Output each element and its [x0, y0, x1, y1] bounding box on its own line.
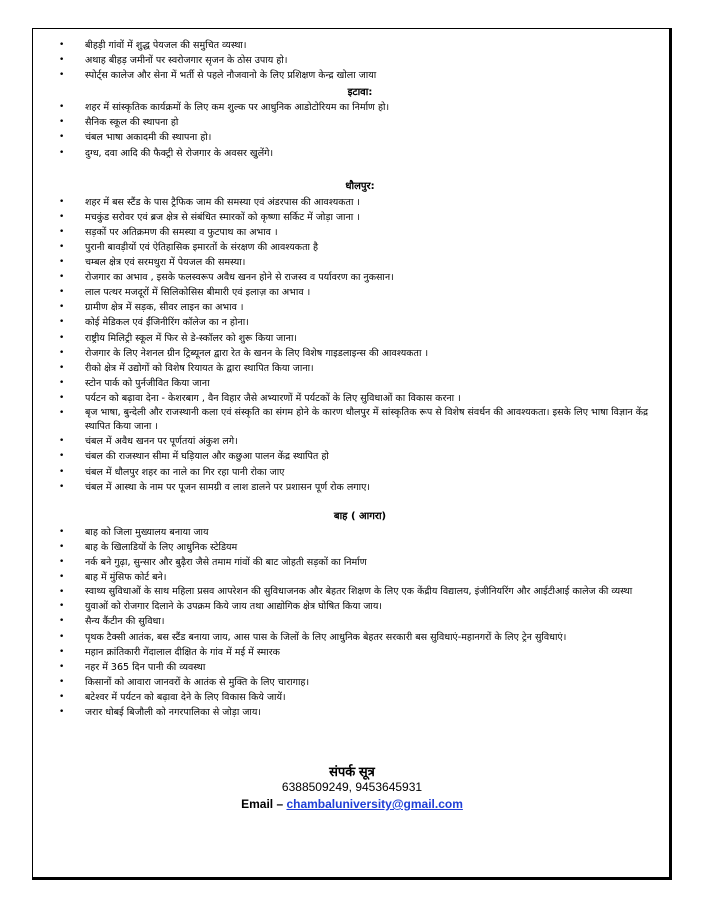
contact-email-line — [32, 797, 672, 811]
list-item: • स्टोन पार्क को पुर्नजीवित किया जाना — [58, 376, 662, 391]
list-item: • बाह को जिला मुख्यालय बनाया जाय — [58, 525, 662, 540]
list-item: • पुरानी बावड़ीयों एवं ऐतिहासिक इमारतों के संरक्षण की आवश्यकता है — [58, 240, 662, 255]
list-item: • महान क्रांतिकारी गेंदालाल दीक्षित के गांव में मई में स्मारक — [58, 645, 662, 660]
contact-phones: 6388509249, 9453645931 — [281, 780, 423, 794]
list-item: • रोजगार का अभाव , इसके फलस्वरूप अवैध खनन होने से राजस्व व पर्यावरण का नुकसान। — [58, 270, 662, 285]
list-item: • नहर में 365 दिन पानी की व्यवस्था — [58, 660, 662, 675]
list-item: • बृज भाषा, बुन्देली और राजस्थानी कला एवं संस्कृति का संगम होने के कारण धौलपुर में सांस्कृतिक रूप से विशेष संवर्धन की आवश्यकता। इसके लिए भाषा विज्ञान केंद्र स्थापित किया जाना । — [58, 406, 662, 434]
dholpur-list — [58, 195, 662, 495]
list-item: • लाल पत्थर मजदूरों में सिलिकोसिस बीमारी एवं इलाज़ का अभाव । — [58, 285, 662, 300]
list-item: • चंबल में अवैध खनन पर पूर्णतयां अंकुश लगे। — [58, 434, 662, 449]
list-item: • बाह के खिलाडियों के लिए आधुनिक स्टेडियम — [58, 540, 662, 555]
dholpur-heading: धौलपुर: — [345, 180, 375, 192]
list-item: • बीहड़ी गांवों में शुद्ध पेयजल की समुचित व्यस्था। — [58, 38, 662, 53]
general-demands-list — [58, 38, 662, 83]
contact-title: संपर्क सूत्र — [329, 764, 375, 779]
list-item: • चम्बल क्षेत्र एवं सरमथुरा में पेयजल की समस्या। — [58, 255, 662, 270]
list-item: • शहर में बस स्टैंड के पास ट्रैफिक जाम की समस्या एवं अंडरपास की आवश्यकता । — [58, 195, 662, 210]
document-body — [58, 38, 662, 720]
list-item: • बाह में मुंसिफ कोर्ट बने। — [58, 570, 662, 585]
list-item: • चंबल में आस्था के नाम पर पूजन सामग्री व लाश डालने पर प्रशासन पूर्ण रोक लगाए। — [58, 480, 662, 495]
list-item: • स्वाथ्य सुविधाओं के साथ महिला प्रसव आपरेशन की सुविधाजनक और बेहतर शिक्षण के लिए एक केंद्रीय विद्यालय, इंजीनियरिंग और आईटीआई कालेज की व्यस्था — [58, 585, 662, 599]
list-item: • शहर में सांस्कृतिक कार्यक्रमों के लिए कम शुल्क पर आधुनिक आडोटोरियम का निर्माण हो। — [58, 100, 662, 115]
list-item: • पर्यटन को बढ़ावा देना - केशरबाग , वैन विहार जैसे अभ्यारणों में पर्यटकों के लिए सुविधाओं का विकास करना । — [58, 391, 662, 406]
list-item: • युवाओं को रोजगार दिलाने के उपक्रम किये जाय तथा आद्योगिक क्षेत्र घोषित किया जाय। — [58, 599, 662, 614]
list-item: • मचकुंड सरोवर एवं ब्रज क्षेत्र से संबंधित स्मारकों को कृष्णा सर्किट में जोड़ा जाना । — [58, 210, 662, 225]
list-item: • चंबल भाषा अकादमी की स्थापना हो। — [58, 130, 662, 145]
list-item: • रोजगार के लिए नेशनल ग्रीन ट्रिब्यूनल द्वारा रेत के खनन के लिए विशेष गाइडलाइन्स की आवश्यकता । — [58, 346, 662, 361]
etawah-list — [58, 100, 662, 160]
list-item: • चंबल की राजस्थान सीमा में घड़ियाल और कछुआ पालन केंद्र स्थापित हो — [58, 449, 662, 464]
list-item: • सैनिक स्कूल की स्थापना हो — [58, 115, 662, 130]
bah-list — [58, 525, 662, 720]
list-item: • चंबल में धौलपुर शहर का नाले का गिर रहा पानी रोका जाए — [58, 465, 662, 480]
list-item: • नर्क बने गुढ़ा, सुन्सार और बुढ़ैरा जैसे तमाम गांवों की बाट जोहती सड़कों का निर्माण — [58, 555, 662, 570]
list-item: • ग्रामीण क्षेत्र में सड़क, सीवर लाइन का अभाव । — [58, 300, 662, 315]
bah-heading: बाह ( आगरा) — [333, 510, 387, 522]
etawah-heading: इटावा: — [347, 87, 373, 99]
list-item: • सैन्य कैंटीन की सुविधा। — [58, 614, 662, 629]
list-item: • पृथक टैक्सी आतंक, बस स्टैंड बनाया जाय, आस पास के जिलों के लिए आधुनिक बेहतर सरकारी बस सुविधाएं-महानगरों के लिए ट्रेन सुविधाएं। — [58, 630, 662, 645]
email-label: Email – — [241, 797, 287, 811]
list-item: • बटेश्वर में पर्यटन को बढ़ावा देने के लिए विकास किये जायें। — [58, 690, 662, 705]
list-item: • किसानों को आवारा जानवरों के आतंक से मुक्ति के लिए चारागाह। — [58, 675, 662, 690]
list-item: • अथाह बीहड़ जमीनों पर स्वरोजगार सृजन के ठोस उपाय हो। — [58, 53, 662, 68]
list-item: • दुग्ध, दवा आदि की फैक्ट्री से रोजगार के अवसर खुलेंगे। — [58, 146, 662, 161]
list-item: • सड़कों पर अतिक्रमण की समस्या व फुटपाथ का अभाव । — [58, 225, 662, 240]
list-item: • रीको क्षेत्र में उद्योगों को विशेष रियायत के द्वारा स्थापित किया जाना। — [58, 361, 662, 376]
list-item: • स्पोर्ट्स कालेज और सेना में भर्ती से पहले नौजवानो के लिए प्रशिक्षण केन्द्र खोला जाया — [58, 68, 662, 83]
list-item: • जरार धोबई बिजौली को नगरपालिका से जोड़ा जाय। — [58, 705, 662, 720]
list-item: • राष्ट्रीय मिलिट्री स्कूल में फिर से डे-स्कॉलर को शुरू किया जाना। — [58, 331, 662, 346]
list-item: • कोई मेडिकल एवं ईंजिनीरिंग कॉलेज का न होना। — [58, 315, 662, 330]
email-link[interactable]: chambaluniversity@gmail.com — [286, 797, 463, 811]
